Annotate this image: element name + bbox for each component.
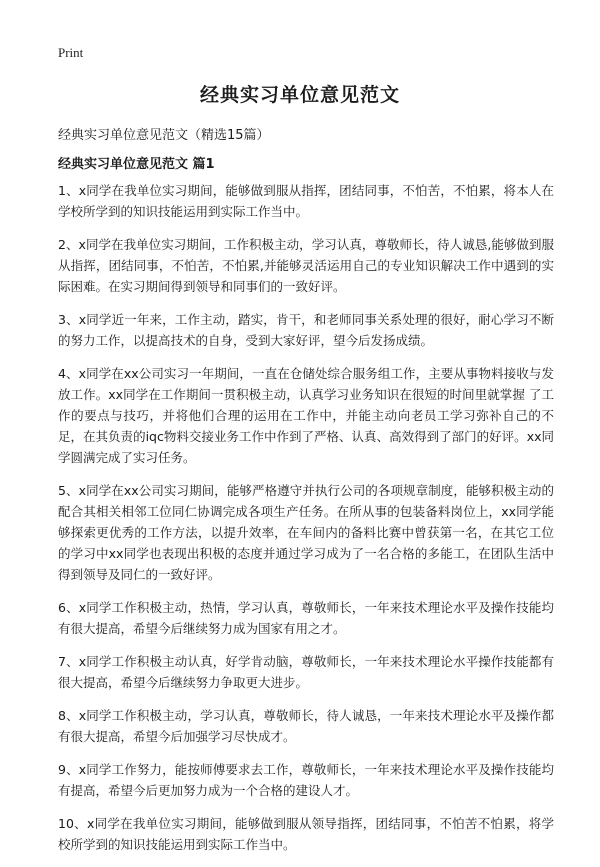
paragraph: 8、x同学工作积极主动，学习认真，尊敬师长，待人诚恳，一年来技术理论水平及操作都有很大提高，希望今后加强学习尽快成才。: [58, 708, 554, 744]
paragraph: 6、x同学工作积极主动，热情，学习认真，尊敬师长，一年来技术理论水平及操作技能均有很大提高，希望今后继续努力成为国家有用之才。: [58, 600, 554, 636]
paragraph: 4、x同学在xx公司实习一年期间，一直在仓储处综合服务组工作，主要从事物料接收与发放工作。xx同学在工作期间一贯积极主动，认真学习业务知识在很短的时间里就掌握 了工作的要点与技巧，并将他们合理的运用在工作中，并能主动向老员工学习弥补自己的不足，在其负责的iqc物料交接业务工作中作到了严格、认真、高效得到了部门的好评。xx同学圆满完成了实习任务。: [58, 366, 554, 465]
paragraph: 7、x同学工作积极主动认真，好学肯动脑，尊敬师长，一年来技术理论水平操作技能都有很大提高，希望今后继续努力争取更大进步。: [58, 654, 554, 690]
paragraph: 3、x同学近一年来，工作主动，踏实，肯干，和老师同事关系处理的很好，耐心学习不断的努力工作，以提高技术的自身，受到大家好评，望今后发扬成绩。: [58, 312, 554, 348]
paragraph: 10、x同学在我单位实习期间，能够做到服从领导指挥，团结同事，不怕苦不怕累，将学校所学到的知识技能运用到实际工作当中。: [58, 816, 554, 852]
page-title: 经典实习单位意见范文: [199, 84, 400, 106]
paragraph: 5、x同学在xx公司实习期间，能够严格遵守并执行公司的各项规章制度，能够积极主动的配合其相关相邻工位同仁协调完成各项生产任务。在所从事的包装备料岗位上，xx同学能够探索更优秀的工作方法，以提升效率，在车间内的备料比赛中曾获第一名，在其它工位的学习中xx同学也表现出积极的态度并通过学习成为了一名合格的多能工，在团队生活中得到领导及同仁的一致好评。: [58, 483, 554, 582]
paragraph: 1、x同学在我单位实习期间，能够做到服从指挥，团结同事，不怕苦，不怕累，将本人在学校所学到的知识技能运用到实际工作当中。: [58, 183, 554, 219]
section-heading: 经典实习单位意见范文 篇1: [58, 157, 215, 172]
paragraph: 2、x同学在我单位实习期间，工作积极主动，学习认真，尊敬师长，待人诚恳,能够做到服从指挥，团结同事，不怕苦，不怕累,并能够灵活运用自己的专业知识解决工作中遇到的实际困难。在实习期间得到领导和同事们的一致好评。: [58, 237, 554, 294]
paragraph: 9、x同学工作努力，能按师傅要求去工作，尊敬师长，一年来技术理论水平及操作技能均有提高，希望今后更加努力成为一个合格的建设人才。: [58, 762, 554, 798]
paragraph-list: [58, 180, 554, 867]
document-subtitle: 经典实习单位意见范文（精选15篇）: [58, 128, 270, 143]
print-link[interactable]: Print: [58, 45, 84, 60]
